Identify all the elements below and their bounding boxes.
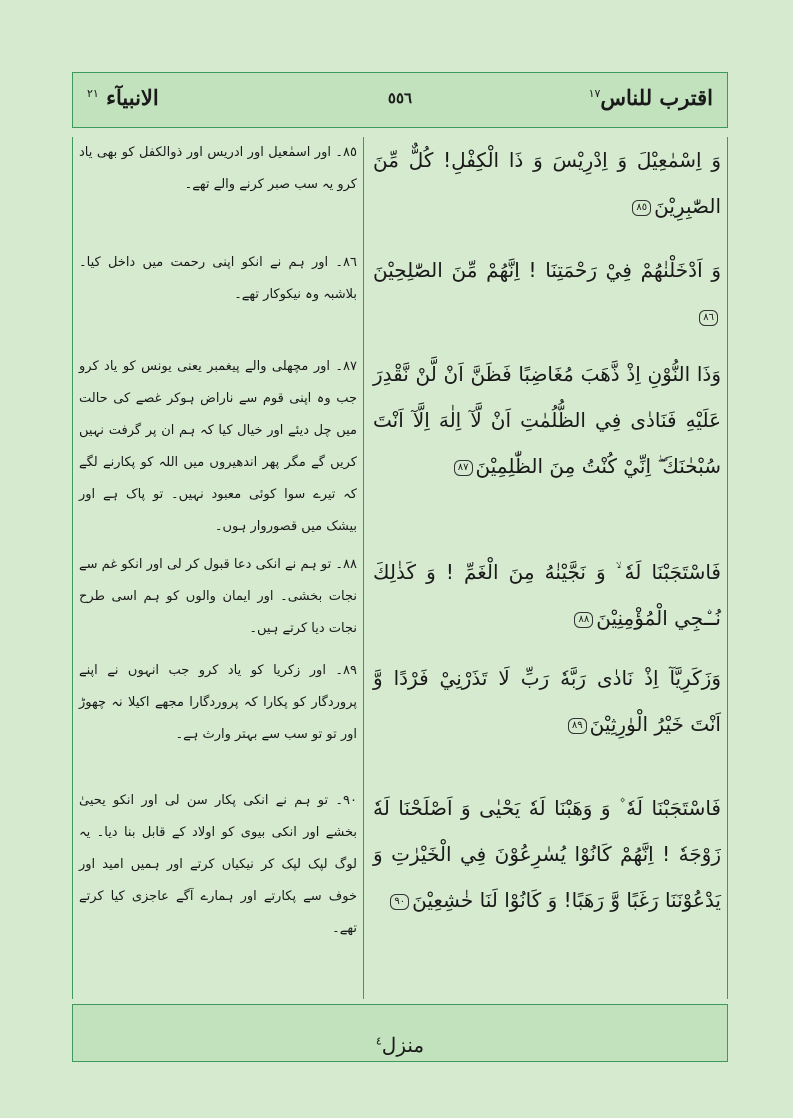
ayah-number-marker: ٨٧ xyxy=(454,460,473,476)
surah-number: ٢١ xyxy=(87,87,99,100)
ayah-number-marker: ٨٨ xyxy=(574,612,593,628)
juz-number: ١٧ xyxy=(588,87,601,100)
arabic-verse: فَاسْتَجَبْنَا لَهٗ ۫ وَ وَهَبْنَا لَهٗ يَحْيٰى وَ اَصْلَحْنَا لَهٗ زَوْجَهٗ ! اِنَّهُمْ كَانُوْا يُسٰرِعُوْنَ فِي الْخَيْرٰتِ وَ يَدْعُوْنَنَا رَغَبًا وَّ رَهَبًا! وَ كَانُوْا لَنَا خٰشِعِيْنَ٩٠ xyxy=(373,796,721,912)
urdu-translation: ٩٠۔ تو ہم نے انکی پکار سن لی اور انکو یحییٰ بخشے اور انکی بیوی کو اولاد کے قابل بنا دیا۔ یہ لوگ لپک لپک کر نیکیاں کرتے اور ہمیں امید اور خوف سے پکارتے اور ہمارے آگے عاجزی کیا کرتے تھے۔ xyxy=(79,793,357,936)
manzil-number: ٤ xyxy=(375,1034,382,1048)
page-footer xyxy=(72,1004,728,1062)
arabic-verse: وَ اِسْمٰعِيْلَ وَ اِدْرِيْسَ وَ ذَا الْكِفْلِ! كُلٌّ مِّنَ الصّٰبِرِيْنَ٨٥ xyxy=(373,148,721,218)
page-number: ٥٥٦ xyxy=(387,89,413,107)
manzil-label: منزل$^٤$ xyxy=(375,1033,425,1057)
arabic-verse: فَاسْتَجَبْنَا لَهٗ ۙ وَ نَجَّيْنٰهُ مِنَ الْغَمِّ ! وَ كَذٰلِكَ نُـۨجِي الْمُؤْمِنِيْنَ٨٨ xyxy=(373,560,721,630)
urdu-translation: ٨٧۔ اور مچھلی والے پیغمبر یعنی یونس کو یاد کرو جب وہ اپنی قوم سے ناراض ہوکر غصے کی حالت میں چل دیئے اور خیال کیا کہ ہم ان پر گرفت نہیں کریں گے مگر پھر اندھیروں میں اللہ کو پکارنے لگے کہ تیرے سوا کوئی معبود نہیں۔ تو پاک ہے اور بیشک میں قصوروار ہوں۔ xyxy=(79,359,357,534)
urdu-translation: ٨٨۔ تو ہم نے انکی دعا قبول کر لی اور انکو غم سے نجات بخشی۔ اور ایمان والوں کو ہم اسی طرح نجات دیا کرتے ہیں۔ xyxy=(79,557,357,636)
page-header xyxy=(72,72,728,128)
urdu-translation: ٨٩۔ اور زکریا کو یاد کرو جب انہوں نے اپنے پروردگار کو پکارا کہ پروردگارا مجھے اکیلا نہ چھوڑ اور تو تو سب سے بہتر وارث ہے۔ xyxy=(79,663,357,742)
arabic-verse: وَ اَدْخَلْنٰهُمْ فِيْ رَحْمَتِنَا ! اِنَّهُمْ مِّنَ الصّٰلِحِيْنَ٨٦ xyxy=(373,247,721,339)
urdu-translation: ٨٥۔ اور اسمٰعیل اور ادریس اور ذوالکفل کو بھی یاد کرو یہ سب صبر کرنے والے تھے۔ xyxy=(79,145,357,192)
juz-title: اقترب للناس$^{١٧}$ xyxy=(588,85,713,110)
surah-title: الانبيآء $^{٢١}$ xyxy=(87,85,159,110)
urdu-translation: ٨٦۔ اور ہم نے انکو اپنی رحمت میں داخل کیا۔ بلاشبہ وہ نیکوکار تھے۔ xyxy=(79,255,357,302)
column-divider xyxy=(363,137,364,999)
ayah-number-marker: ٩٠ xyxy=(390,894,409,910)
ayah-number-marker: ٨٦ xyxy=(699,310,718,326)
ayah-number-marker: ٨٥ xyxy=(632,200,651,216)
ayah-number-marker: ٨٩ xyxy=(568,718,587,734)
arabic-verse: وَزَكَرِيَّآ اِذْ نَادٰى رَبَّهٗ رَبِّ لَا تَذَرْنِيْ فَرْدًا وَّ اَنْتَ خَيْرُ الْوٰرِثِيْنَ٨٩ xyxy=(373,666,721,736)
arabic-verse: وَذَا النُّوْنِ اِذْ ذَّهَبَ مُغَاضِبًا فَظَنَّ اَنْ لَّنْ نَّقْدِرَ عَلَيْهِ فَنَادٰى فِي الظُّلُمٰتِ اَنْ لَّآ اِلٰهَ اِلَّآ اَنْتَ سُبْحٰنَكَ ۖ اِنِّيْ كُنْتُ مِنَ الظّٰلِمِيْنَ٨٧ xyxy=(373,362,721,478)
verse-table xyxy=(72,137,728,999)
